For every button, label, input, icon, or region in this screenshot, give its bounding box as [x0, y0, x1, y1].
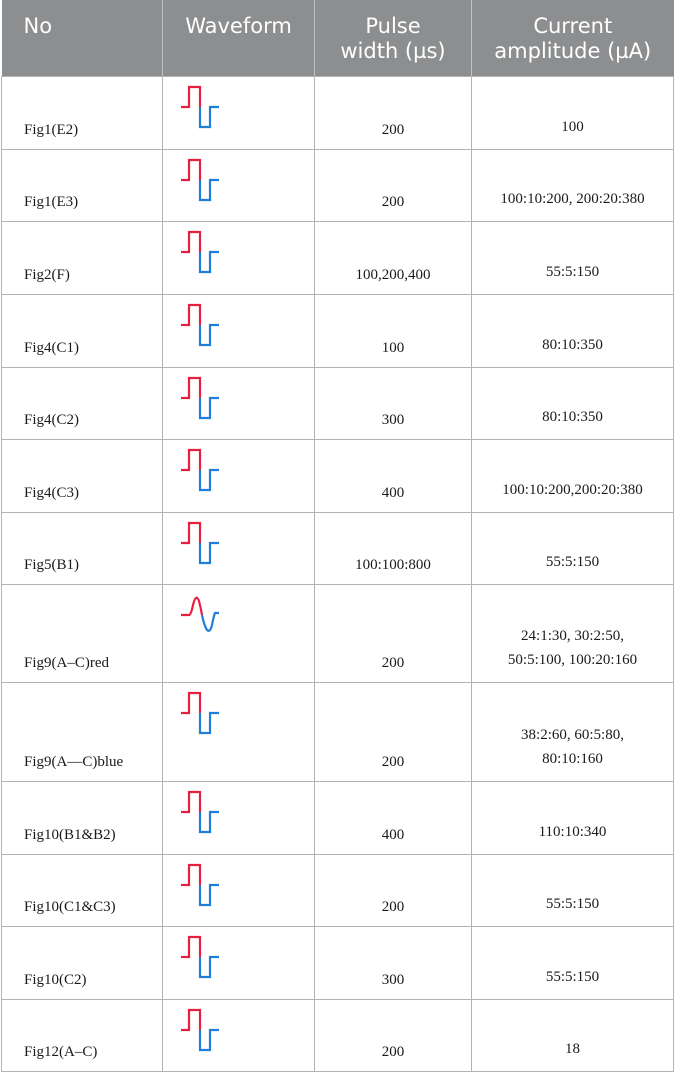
negative-phase-icon	[202, 613, 219, 631]
positive-phase-icon	[181, 937, 200, 957]
square-biphasic-waveform-icon	[179, 228, 223, 274]
negative-phase-icon	[200, 957, 219, 977]
square-biphasic-waveform-icon	[179, 1006, 223, 1052]
header-pulse-width	[315, 0, 472, 76]
table-row	[2, 367, 674, 439]
negative-phase-icon	[200, 107, 219, 127]
figure-id-cell: Fig10(C2)	[2, 926, 163, 999]
header-current-line1: Current	[533, 14, 613, 38]
negative-phase-icon	[200, 713, 219, 733]
amplitude-line: 100:10:200, 200:20:380	[500, 190, 645, 207]
pulse-width-cell: 400	[315, 439, 472, 512]
pulse-width-cell: 300	[315, 926, 472, 999]
table-row	[2, 584, 674, 682]
header-pulse-line1: Pulse	[365, 14, 421, 38]
amplitude-line: 100:10:200,200:20:380	[502, 481, 643, 498]
current-amplitude-cell	[472, 999, 674, 1071]
amplitude-line: 55:5:150	[545, 553, 600, 570]
waveform-cell	[163, 439, 315, 512]
current-amplitude-cell	[472, 439, 674, 512]
positive-phase-icon	[181, 378, 200, 398]
amplitude-line: 55:5:150	[545, 263, 600, 280]
current-amplitude-cell	[472, 512, 674, 584]
square-biphasic-waveform-icon	[179, 446, 223, 492]
header-waveform: Waveform	[163, 0, 315, 76]
figure-id-cell: Fig4(C3)	[2, 439, 163, 512]
positive-phase-icon	[181, 693, 200, 713]
amplitude-line: 38:2:60, 60:5:80,	[521, 726, 624, 743]
header-pulse-line2: width (µs)	[340, 39, 446, 63]
table-row	[2, 781, 674, 854]
waveform-cell	[163, 512, 315, 584]
pulse-width-cell: 200	[315, 999, 472, 1071]
positive-phase-icon	[181, 305, 200, 325]
negative-phase-icon	[200, 398, 219, 418]
current-amplitude-cell	[472, 854, 674, 926]
figure-id-cell: Fig10(B1&B2)	[2, 781, 163, 854]
positive-phase-icon	[181, 1010, 200, 1030]
waveform-cell	[163, 999, 315, 1071]
figure-id-cell: Fig4(C2)	[2, 367, 163, 439]
table-row	[2, 76, 674, 149]
square-biphasic-waveform-icon	[179, 374, 223, 420]
amplitude-line: 55:5:150	[545, 968, 600, 985]
figure-id-cell: Fig9(A–C)red	[2, 584, 163, 682]
negative-phase-icon	[200, 470, 219, 490]
table-row	[2, 294, 674, 367]
square-biphasic-waveform-icon	[179, 156, 223, 202]
amplitude-line: 80:10:160	[542, 750, 603, 767]
table-body	[2, 76, 674, 1071]
square-biphasic-waveform-icon	[179, 933, 223, 979]
current-amplitude-cell	[472, 367, 674, 439]
header-no: No	[2, 0, 163, 76]
positive-phase-icon	[181, 597, 202, 614]
pulse-width-cell: 200	[315, 584, 472, 682]
negative-phase-icon	[200, 812, 219, 832]
current-amplitude-cell	[472, 294, 674, 367]
figure-id-cell: Fig1(E3)	[2, 149, 163, 221]
figure-id-cell: Fig1(E2)	[2, 76, 163, 149]
current-amplitude-cell	[472, 76, 674, 149]
figure-id-cell: Fig5(B1)	[2, 512, 163, 584]
square-biphasic-waveform-icon	[179, 83, 223, 129]
table-row	[2, 926, 674, 999]
table-row	[2, 439, 674, 512]
header-current-line2: amplitude (µA)	[494, 39, 652, 63]
positive-phase-icon	[181, 865, 200, 885]
waveform-cell	[163, 854, 315, 926]
positive-phase-icon	[181, 792, 200, 812]
amplitude-line: 80:10:350	[542, 408, 603, 425]
waveform-cell	[163, 76, 315, 149]
current-amplitude-cell	[472, 221, 674, 294]
current-amplitude-cell	[472, 781, 674, 854]
positive-phase-icon	[181, 87, 200, 107]
pulse-width-cell: 100,200,400	[315, 221, 472, 294]
pulse-width-cell: 300	[315, 367, 472, 439]
table-header	[2, 0, 674, 76]
square-biphasic-waveform-icon	[179, 519, 223, 565]
current-amplitude-cell	[472, 682, 674, 781]
current-amplitude-cell	[472, 149, 674, 221]
sine-biphasic-waveform-icon	[179, 591, 223, 637]
figure-id-cell: Fig10(C1&C3)	[2, 854, 163, 926]
figure-id-cell: Fig9(A—C)blue	[2, 682, 163, 781]
waveform-cell	[163, 149, 315, 221]
negative-phase-icon	[200, 252, 219, 272]
pulse-width-cell: 100:100:800	[315, 512, 472, 584]
figure-id-cell: Fig2(F)	[2, 221, 163, 294]
square-biphasic-waveform-icon	[179, 788, 223, 834]
table-row	[2, 512, 674, 584]
current-amplitude-cell	[472, 926, 674, 999]
table-row	[2, 854, 674, 926]
stimulation-parameters-table	[1, 0, 674, 1072]
waveform-cell	[163, 926, 315, 999]
pulse-width-cell: 100	[315, 294, 472, 367]
waveform-cell	[163, 682, 315, 781]
pulse-width-cell: 400	[315, 781, 472, 854]
amplitude-line: 110:10:340	[538, 823, 607, 840]
negative-phase-icon	[200, 180, 219, 200]
table-row	[2, 149, 674, 221]
pulse-width-cell: 200	[315, 76, 472, 149]
pulse-width-cell: 200	[315, 149, 472, 221]
negative-phase-icon	[200, 1030, 219, 1050]
amplitude-line: 80:10:350	[542, 336, 603, 353]
waveform-cell	[163, 294, 315, 367]
table-row	[2, 999, 674, 1071]
waveform-cell	[163, 221, 315, 294]
waveform-cell	[163, 584, 315, 682]
square-biphasic-waveform-icon	[179, 689, 223, 735]
amplitude-line: 100	[561, 118, 584, 135]
positive-phase-icon	[181, 523, 200, 543]
negative-phase-icon	[200, 885, 219, 905]
waveform-cell	[163, 367, 315, 439]
amplitude-line: 55:5:150	[545, 895, 600, 912]
positive-phase-icon	[181, 232, 200, 252]
waveform-cell	[163, 781, 315, 854]
positive-phase-icon	[181, 160, 200, 180]
pulse-width-cell: 200	[315, 854, 472, 926]
pulse-width-cell: 200	[315, 682, 472, 781]
amplitude-line: 50:5:100, 100:20:160	[507, 651, 638, 668]
positive-phase-icon	[181, 450, 200, 470]
figure-id-cell: Fig4(C1)	[2, 294, 163, 367]
square-biphasic-waveform-icon	[179, 301, 223, 347]
square-biphasic-waveform-icon	[179, 861, 223, 907]
current-amplitude-cell	[472, 584, 674, 682]
amplitude-line: 24:1:30, 30:2:50,	[521, 627, 624, 644]
figure-id-cell: Fig12(A–C)	[2, 999, 163, 1071]
table-row	[2, 221, 674, 294]
amplitude-line: 18	[565, 1040, 580, 1057]
table-row	[2, 682, 674, 781]
negative-phase-icon	[200, 543, 219, 563]
header-current-amplitude	[472, 0, 674, 76]
negative-phase-icon	[200, 325, 219, 345]
